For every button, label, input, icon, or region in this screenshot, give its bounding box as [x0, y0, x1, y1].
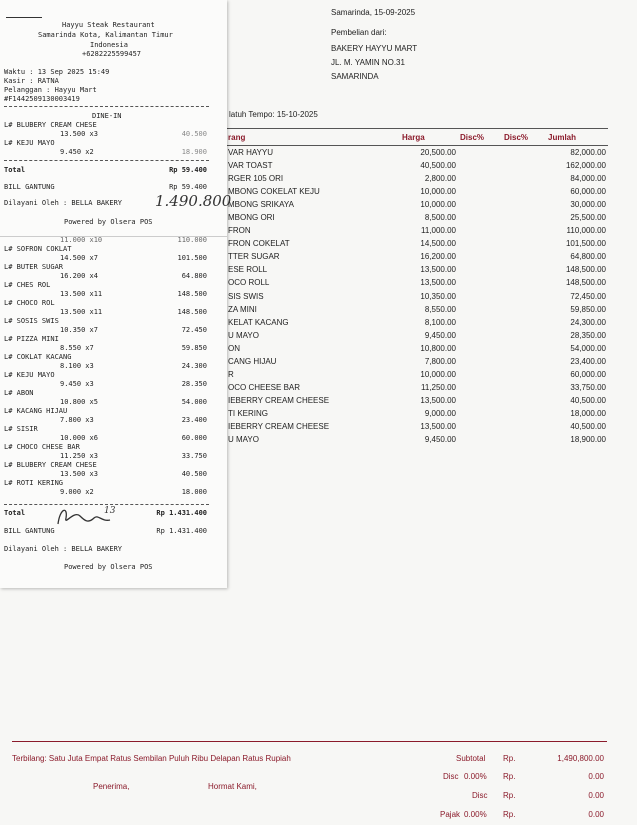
table-row	[226, 420, 608, 433]
receipt-item-qty: 14.500 x7	[60, 254, 98, 262]
summary-value: 0.00	[588, 772, 604, 781]
item-name: R	[228, 369, 234, 379]
receipt-item-qty: 9.000 x2	[60, 488, 94, 496]
receipt-item-qty: 16.200 x4	[60, 272, 98, 280]
item-price: 20,500.00	[420, 148, 456, 158]
receipt-item-total: 60.000	[181, 434, 207, 442]
item-disc1	[458, 263, 502, 276]
summary-value: 1,490,800.00	[557, 754, 604, 763]
summary-pct: 0.00%	[464, 772, 487, 781]
item-disc2	[502, 276, 546, 289]
footer-divider	[12, 741, 607, 742]
item-disc2	[502, 407, 546, 420]
table-row	[226, 211, 608, 224]
item-disc1	[458, 303, 502, 316]
item-amount: 59,850.00	[570, 304, 606, 314]
col-item: rang	[226, 129, 400, 146]
item-amount: 84,000.00	[570, 174, 606, 184]
table-row	[226, 263, 608, 276]
item-amount: 54,000.00	[570, 343, 606, 353]
item-amount: 148,500.00	[565, 265, 606, 275]
receipt-item-total: 40.500	[181, 470, 207, 478]
receipt-item-name: L# ROTI KERING	[4, 479, 64, 487]
receipt-item-name: L# SOSIS SWIS	[4, 317, 59, 325]
item-price: 16,200.00	[420, 252, 456, 262]
receipt-item-qty: 9.450 x2	[60, 148, 94, 156]
terbilang-text: Terbilang: Satu Juta Empat Ratus Sembilan Puluh Ribu Delapan Ratus Rupiah	[12, 754, 291, 763]
item-amount: 148,500.00	[565, 278, 606, 288]
item-disc2	[502, 303, 546, 316]
handwritten-note: 13	[104, 506, 116, 516]
item-name: MBONG SRIKAYA	[228, 200, 294, 210]
receipt-bill-label: BILL GANTUNG	[4, 183, 55, 191]
item-price: 9,000.00	[424, 408, 456, 418]
receipt-item-total: 40.500	[181, 130, 207, 138]
item-disc1	[458, 224, 502, 237]
supplier-street: JL. M. YAMIN NO.31	[331, 58, 405, 67]
item-price: 9,450.00	[424, 435, 456, 445]
receipt-item-qty: 10.800 x5	[60, 398, 98, 406]
table-row	[226, 172, 608, 185]
item-name: IEBERRY CREAM CHEESE	[228, 395, 330, 405]
table-row	[226, 198, 608, 211]
item-name: IEBERRY CREAM CHEESE	[228, 422, 330, 431]
item-disc1	[458, 211, 502, 224]
receipt-item-qty: 8.100 x3	[60, 362, 94, 370]
invoice-date: Samarinda, 15-09-2025	[331, 8, 416, 17]
col-jumlah: Jumlah	[546, 129, 608, 146]
item-price: 11,000.00	[421, 226, 456, 236]
table-row	[226, 381, 608, 394]
item-disc2	[502, 342, 546, 355]
receipt-item-qty: 13.500 x11	[60, 290, 103, 298]
receipt-total: Rp 1.431.400	[156, 509, 207, 517]
receipt-item-qty: 9.450 x3	[60, 380, 94, 388]
item-price: 40,500.00	[420, 161, 456, 171]
summary-label: Disc	[472, 791, 488, 800]
item-disc2	[502, 198, 546, 211]
table-row	[226, 224, 608, 237]
item-disc1	[458, 237, 502, 250]
col-disc1: Disc%	[458, 129, 502, 146]
item-disc1	[458, 407, 502, 420]
item-price: 10,350.00	[420, 291, 456, 301]
item-disc2	[502, 172, 546, 185]
item-price: 7,800.00	[424, 356, 456, 366]
receipt-item-total: 24.300	[181, 362, 207, 370]
receipt-served-by: Dilayani Oleh : BELLA BAKERY	[4, 545, 123, 553]
item-disc1	[458, 368, 502, 381]
item-amount: 64,800.00	[570, 252, 606, 262]
receipt-bill: Rp 59.400	[169, 183, 207, 191]
item-name: ON	[228, 343, 240, 353]
item-amount: 72,450.00	[570, 291, 606, 301]
receipt-item-total: 64.800	[181, 272, 207, 280]
item-name: TTER SUGAR	[228, 252, 280, 262]
item-disc1	[458, 433, 502, 446]
table-row	[226, 329, 608, 342]
receipt-item-name: L# KEJU MAYO	[4, 139, 55, 147]
item-disc2	[502, 146, 546, 160]
receipt-item-qty: 8.550 x7	[60, 344, 94, 352]
table-row	[226, 159, 608, 172]
item-disc1	[458, 276, 502, 289]
item-disc1	[458, 394, 502, 407]
summary-label: Pajak	[440, 810, 461, 819]
table-row	[226, 316, 608, 329]
receipt-total-label: Total	[4, 166, 26, 174]
receipt-bill: Rp 1.431.400	[156, 527, 207, 535]
table-row	[226, 290, 608, 303]
item-price: 14,500.00	[420, 239, 456, 249]
receipt-item-name: L# BLUBERY CREAM CHESE	[4, 461, 97, 469]
summary-value: 0.00	[588, 810, 604, 819]
receipt-item-qty: 13.500 x11	[60, 308, 103, 316]
receipt-item-name: L# CHOCO ROL	[4, 299, 55, 307]
item-name: KELAT KACANG	[228, 317, 289, 327]
item-disc2	[502, 394, 546, 407]
item-disc2	[502, 185, 546, 198]
table-header-row	[226, 129, 608, 146]
item-name: ESE ROLL	[228, 265, 268, 275]
receipt-time: Waktu : 13 Sep 2025 15:49	[4, 68, 110, 76]
receipt-item-total: 72.450	[181, 326, 207, 334]
summary-currency: Rp.	[503, 810, 516, 819]
item-disc1	[458, 250, 502, 263]
receipt-item-name: L# SOFRON COKLAT	[4, 245, 72, 253]
receipt-item-qty: 11.250 x3	[60, 452, 98, 460]
item-name: OCO ROLL	[228, 278, 270, 288]
supplier-name: BAKERY HAYYU MART	[331, 44, 418, 53]
item-amount: 24,300.00	[570, 317, 606, 327]
item-disc2	[502, 290, 546, 303]
table-row	[226, 146, 608, 160]
summary-value: 0.00	[588, 791, 604, 800]
purchase-from-label: Pembelian dari:	[331, 28, 387, 37]
receipt-item-qty: 10.000 x6	[60, 434, 98, 442]
item-price: 13,500.00	[420, 422, 456, 431]
item-amount: 101,500.00	[565, 239, 606, 249]
item-disc1	[458, 355, 502, 368]
receipt-address: Samarinda Kota, Kalimantan Timur	[38, 31, 173, 39]
item-disc2	[502, 211, 546, 224]
item-disc1	[458, 146, 502, 160]
table-row	[226, 237, 608, 250]
item-name: VAR HAYYU	[228, 148, 274, 158]
receipt-item-name: L# CHES ROL	[4, 281, 51, 289]
table-row	[226, 407, 608, 420]
table-row	[226, 250, 608, 263]
receipt-item-total: 33.750	[181, 452, 207, 460]
receipt-store-name: Hayyu Steak Restaurant	[62, 21, 155, 29]
item-disc1	[458, 159, 502, 172]
item-name: U MAYO	[228, 435, 259, 445]
item-price: 10,000.00	[420, 369, 456, 379]
receipt-item-total: 18.000	[181, 488, 207, 496]
col-disc2: Disc%	[502, 129, 546, 146]
receipt-item-total: 28.350	[181, 380, 207, 388]
item-disc1	[458, 185, 502, 198]
receipt-order-number: #F1442509130003419	[4, 95, 80, 103]
receipt-divider	[4, 160, 209, 161]
receipt-total-label: Total	[4, 509, 26, 517]
receipt-mode: DINE-IN	[92, 112, 122, 120]
item-price: 11,250.00	[421, 382, 456, 392]
summary-currency: Rp.	[503, 791, 516, 800]
receipt-item-name: L# ABON	[4, 389, 34, 397]
receipt-item-name: L# BLUBERY CREAM CHESE	[4, 121, 97, 129]
item-price: 9,450.00	[424, 330, 456, 340]
item-amount: 18,900.00	[570, 435, 606, 445]
invoice-items-table	[226, 128, 608, 446]
receipt-cashier: Kasir : RATNA	[4, 77, 59, 85]
item-amount: 40,500.00	[570, 422, 606, 431]
item-name: FRON COKELAT	[228, 239, 290, 249]
receipt-item-name: L# CHOCO CHESE BAR	[4, 443, 80, 451]
item-name: CANG HIJAU	[228, 356, 277, 366]
due-date: latuh Tempo: 15-10-2025	[229, 110, 318, 119]
supplier-block	[331, 42, 417, 84]
summary-label: Subtotal	[456, 754, 486, 763]
receipt-partial-total: 110.000	[177, 236, 207, 244]
table-row	[226, 276, 608, 289]
item-name: U MAYO	[228, 330, 259, 340]
summary-currency: Rp.	[503, 754, 516, 763]
item-name: RGER 105 ORI	[228, 174, 284, 184]
item-disc2	[502, 329, 546, 342]
item-price: 8,500.00	[424, 213, 456, 223]
item-name: OCO CHEESE BAR	[228, 382, 301, 392]
item-disc2	[502, 316, 546, 329]
receipt-item-total: 101.500	[177, 254, 207, 262]
pos-receipt	[0, 0, 232, 588]
item-disc1	[458, 420, 502, 433]
receipt-item-name: L# BUTER SUGAR	[4, 263, 64, 271]
receipt-item-name: L# COKLAT KACANG	[4, 353, 72, 361]
item-disc2	[502, 237, 546, 250]
item-price: 2,800.00	[424, 174, 456, 184]
item-disc2	[502, 368, 546, 381]
item-disc1	[458, 381, 502, 394]
item-disc2	[502, 433, 546, 446]
receipt-item-total: 23.400	[181, 416, 207, 424]
item-name: FRON	[228, 226, 251, 236]
receipt-powered-by: Powered by Olsera POS	[64, 218, 153, 226]
item-price: 10,000.00	[420, 200, 456, 210]
table-row	[226, 394, 608, 407]
item-disc1	[458, 342, 502, 355]
item-price: 13,500.00	[420, 278, 456, 288]
col-harga: Harga	[400, 129, 458, 146]
table-row	[226, 368, 608, 381]
item-name: TI KERING	[228, 408, 269, 418]
receipt-customer: Pelanggan : Hayyu Mart	[4, 86, 97, 94]
item-disc2	[502, 159, 546, 172]
receipt-item-qty: 7.800 x3	[60, 416, 94, 424]
item-name: VAR TOAST	[228, 161, 273, 171]
item-price: 10,000.00	[420, 187, 456, 197]
receipt-item-total: 148.500	[177, 290, 207, 298]
receipt-bill-label: BILL GANTUNG	[4, 527, 55, 535]
item-disc2	[502, 355, 546, 368]
receipt-powered-by: Powered by Olsera POS	[64, 563, 153, 571]
summary-currency: Rp.	[503, 772, 516, 781]
item-name: MBONG ORI	[228, 213, 275, 223]
item-amount: 23,400.00	[570, 356, 606, 366]
item-amount: 82,000.00	[570, 148, 606, 158]
receipt-phone: +6282225599457	[82, 50, 142, 58]
item-price: 10,800.00	[420, 343, 456, 353]
receipt-item-name: L# KEJU MAYO	[4, 371, 55, 379]
item-disc1	[458, 290, 502, 303]
table-row	[226, 433, 608, 446]
receipt-partial-qty: 11.000 x10	[60, 236, 103, 244]
item-amount: 40,500.00	[570, 395, 606, 405]
item-name: MBONG COKELAT KEJU	[228, 187, 320, 197]
receipt-item-qty: 13.500 x3	[60, 130, 98, 138]
item-disc2	[502, 420, 546, 433]
item-disc2	[502, 250, 546, 263]
item-amount: 60,000.00	[570, 187, 606, 197]
item-amount: 33,750.00	[570, 382, 606, 392]
table-row	[226, 185, 608, 198]
item-price: 8,100.00	[424, 317, 456, 327]
receipt-total: Rp 59.400	[169, 166, 207, 174]
penerima-label: Penerima,	[93, 782, 130, 791]
handwritten-total: 1.490.800	[155, 192, 232, 210]
pos-receipt-continued	[0, 236, 227, 588]
receipt-served-by: Dilayani Oleh : BELLA BAKERY	[4, 199, 123, 207]
item-amount: 28,350.00	[570, 330, 606, 340]
item-amount: 110,000.00	[566, 226, 606, 236]
hormat-label: Hormat Kami,	[208, 782, 257, 791]
receipt-item-total: 18.900	[181, 148, 207, 156]
item-amount: 60,000.00	[570, 369, 606, 379]
item-disc1	[458, 316, 502, 329]
item-disc2	[502, 381, 546, 394]
table-row	[226, 342, 608, 355]
item-disc1	[458, 172, 502, 185]
receipt-item-total: 54.000	[181, 398, 207, 406]
item-disc1	[458, 329, 502, 342]
supplier-city: SAMARINDA	[331, 72, 379, 81]
item-amount: 162,000.00	[565, 161, 606, 171]
item-disc2	[502, 263, 546, 276]
pen-mark	[6, 17, 42, 18]
receipt-divider	[4, 106, 209, 107]
item-price: 8,550.00	[424, 304, 456, 314]
receipt-item-name: L# KACANG HIJAU	[4, 407, 68, 415]
table-row	[226, 355, 608, 368]
receipt-item-qty: 13.500 x3	[60, 470, 98, 478]
item-name: ZA MINI	[228, 304, 257, 314]
summary-label: Disc	[443, 772, 459, 781]
receipt-item-total: 59.850	[181, 344, 207, 352]
item-disc1	[458, 198, 502, 211]
item-amount: 25,500.00	[570, 213, 606, 223]
receipt-item-total: 148.500	[177, 308, 207, 316]
receipt-country: Indonesia	[90, 41, 128, 49]
table-row	[226, 303, 608, 316]
receipt-item-name: L# SISIR	[4, 425, 38, 433]
item-price: 13,500.00	[420, 395, 456, 405]
summary-pct: 0.00%	[464, 810, 487, 819]
receipt-item-name: L# PIZZA MINI	[4, 335, 59, 343]
receipt-item-qty: 10.350 x7	[60, 326, 98, 334]
item-disc2	[502, 224, 546, 237]
item-name: SIS SWIS	[228, 291, 264, 301]
item-price: 13,500.00	[420, 265, 456, 275]
item-amount: 30,000.00	[570, 200, 606, 210]
item-amount: 18,000.00	[570, 408, 606, 418]
